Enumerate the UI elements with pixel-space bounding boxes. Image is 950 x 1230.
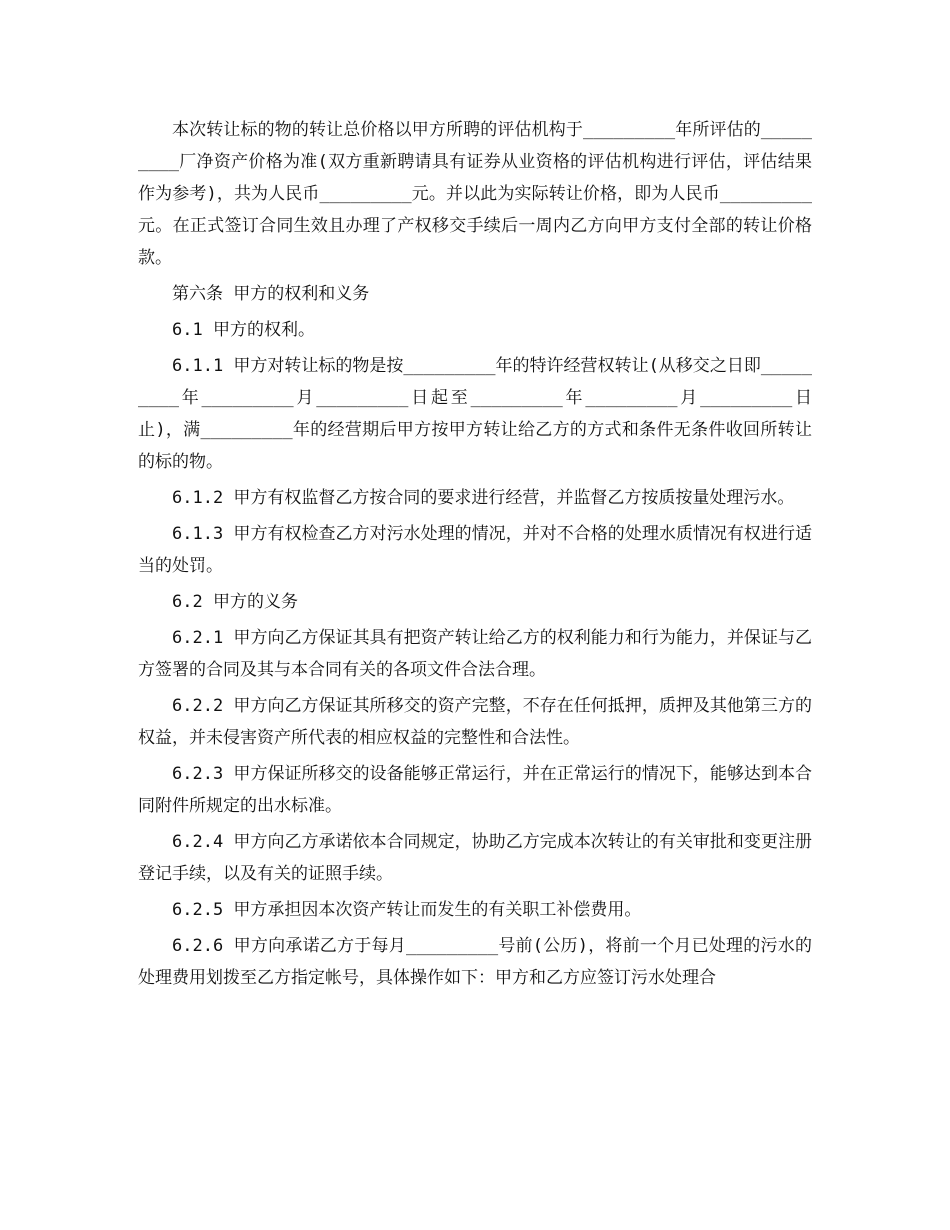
section-6-1-heading: 6.1 甲方的权利。 [172, 320, 315, 340]
clause-6-1-3: 6.1.3 甲方有权检查乙方对污水处理的情况，并对不合格的处理水质情况有权进行适当的处罚。 [138, 524, 812, 576]
article-six-heading: 第六条 甲方的权利和义务 [172, 284, 370, 304]
clause-6-2-2: 6.2.2 甲方向乙方保证其所移交的资产完整，不存在任何抵押，质押及其他第三方的权益，并未侵害资产所代表的相应权益的完整性和合法性。 [138, 696, 812, 748]
clause-6-2-4: 6.2.4 甲方向乙方承诺依本合同规定，协助乙方完成本次转让的有关审批和变更注册登记手续，以及有关的证照手续。 [138, 832, 812, 884]
clause-6-2-6: 6.2.6 甲方向承诺乙方于每月_________号前(公历)，将前一个月已处理的污水的处理费用划拨至乙方指定帐号，具体操作如下：甲方和乙方应签订污水处理合 [138, 936, 812, 988]
clause-6-2-3: 6.2.3 甲方保证所移交的设备能够正常运行，并在正常运行的情况下，能够达到本合同附件所规定的出水标准。 [138, 764, 812, 816]
clause-6-2-5: 6.2.5 甲方承担因本次资产转让而发生的有关职工补偿费用。 [172, 900, 642, 920]
section-6-2-heading: 6.2 甲方的义务 [172, 592, 298, 612]
clause-6-2-1: 6.2.1 甲方向乙方保证其具有把资产转让给乙方的权利能力和行为能力，并保证与乙方签署的合同及其与本合同有关的各项文件合法合理。 [138, 628, 812, 680]
clause-6-1-1: 6.1.1 甲方对转让标的物是按_________年的特许经营权转让(从移交之日即_________年_________月_________日起至_________年_________月_________日止)，满_________年的经营期后甲方按甲方转让给乙方的方式和条件无条件收回所转让的标的物。 [138, 356, 812, 472]
clause-6-1-2: 6.1.2 甲方有权监督乙方按合同的要求进行经营，并监督乙方按质按量处理污水。 [172, 488, 795, 508]
document-body [138, 114, 812, 998]
paragraph-transfer-price: 本次转让标的物的转让总价格以甲方所聘的评估机构于_________年所评估的_________厂净资产价格为准(双方重新聘请具有证券从业资格的评估机构进行评估，评估结果作为参考)，共为人民币_________元。并以此为实际转让价格，即为人民币_________元。在正式签订合同生效且办理了产权移交手续后一周内乙方向甲方支付全部的转让价格款。 [138, 120, 812, 268]
